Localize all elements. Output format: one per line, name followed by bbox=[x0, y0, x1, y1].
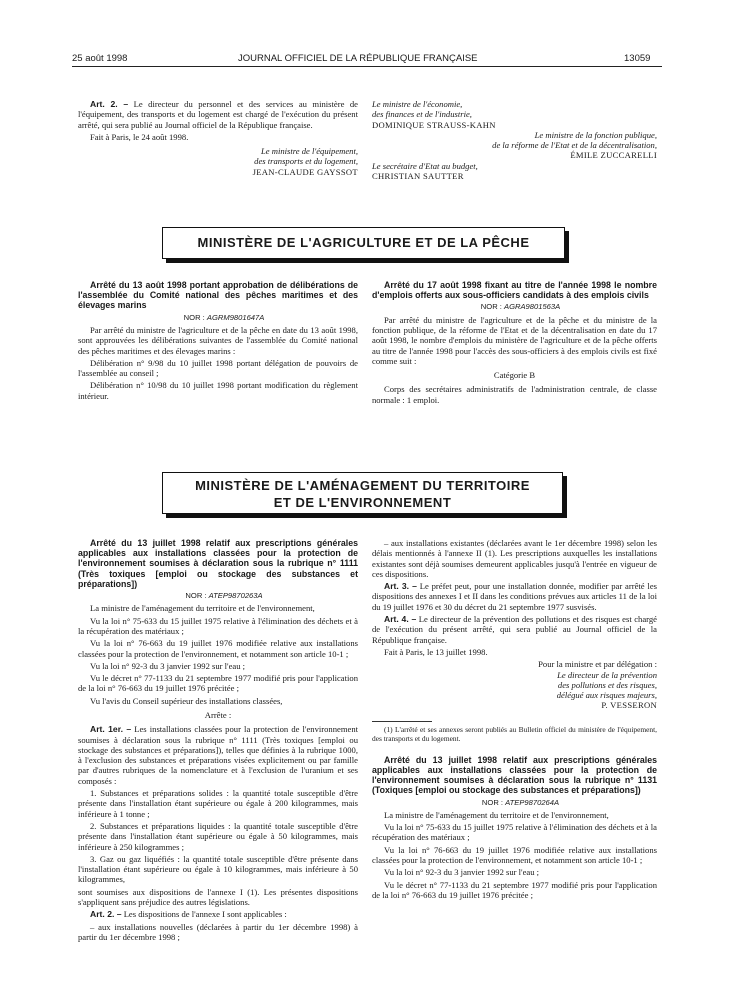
signatory-role: Le directeur de la prévention bbox=[557, 669, 657, 680]
nor-code: AGRM9801647A bbox=[206, 312, 265, 322]
decree-title: Arrêté du 13 août 1998 portant approbation de délibérations de l'assemblée du Comité national des pêches maritimes et des élevages marins bbox=[78, 280, 358, 311]
nor-code: ATEP9870263A bbox=[208, 591, 263, 601]
paragraph: Vu la loi n° 92-3 du 3 janvier 1992 sur l'eau ; bbox=[90, 660, 246, 671]
paragraph: Délibération n° 10/98 du 10 juillet 1998 portant modification du règlement intérieur. bbox=[78, 380, 358, 401]
article-label: Art. 3. – bbox=[384, 581, 417, 592]
paragraph: 2. Substances et préparations liquides : la quantité totale susceptible d'être présente dans l'installation étant supérieure ou égale à 50 kilogrammes, mais inférieure à 250 kilogrammes ; bbox=[78, 820, 358, 852]
paragraph: Vu la loi n° 92-3 du 3 janvier 1992 sur l'eau ; bbox=[384, 867, 540, 878]
paragraph: sont soumises aux dispositions de l'annexe I (1). Les présentes dispositions s'appliquent sans préjudice des autres législations. bbox=[78, 886, 358, 908]
decree-title: Arrêté du 13 juillet 1998 relatif aux prescriptions générales applicables aux installations classées pour la protection de l'environnement soumises à déclaration sous la rubrique n° 1111 (Très toxiques [emploi ou stockage des substances et préparations]) bbox=[78, 538, 358, 589]
signatory-role: délégué aux risques majeurs, bbox=[556, 690, 657, 701]
article-label: Art. 2. – bbox=[90, 99, 129, 109]
nor-reference: NOR : ATEP9870264A bbox=[481, 797, 560, 807]
article-text: Le préfet peut, pour une installation donnée, modifier par arrêté les dispositions des annexes I et II dans les conditions prévues aux articles 11 de la loi du 19 juillet 1976 et 30 du décret du 21 septembre 1977 susvisés. bbox=[372, 581, 657, 612]
nor-code: AGRA9801563A bbox=[504, 302, 561, 312]
paragraph: La ministre de l'aménagement du territoire et de l'environnement, bbox=[384, 809, 609, 820]
signatory-name: JEAN-CLAUDE GAYSSOT bbox=[252, 166, 358, 177]
paragraph: 1. Substances et préparations solides : la quantité totale susceptible d'être présente dans l'installation étant supérieure ou égale à 200 kilogrammes, mais inférieure à 1 tonne ; bbox=[78, 788, 358, 819]
nor-reference: NOR : ATEP9870263A bbox=[185, 591, 263, 601]
paragraph: Vu le décret n° 77-1133 du 21 septembre 1977 modifié pris pour l'application de la loi n° 76-663 du 19 juillet 1976 précitée ; bbox=[78, 673, 358, 694]
paragraph: – aux installations existantes (déclarées avant le 1er décembre 1998) selon les délais mentionnés à l'annexe II (1). Les prescriptions auxquelles les installations existantes sont déjà soumises demeurent applicables jusqu'à l'entrée en vigueur de ces dispositions. bbox=[372, 538, 657, 579]
signatory-role: des pollutions et des risques, bbox=[557, 679, 657, 690]
paragraph: Vu la loi n° 76-663 du 19 juillet 1976 modifiée relative aux installations classées pour la protection de l'environnement, et notamment son article 10-1 ; bbox=[372, 844, 657, 866]
signatory-role: de la réforme de l'Etat et de la décentralisation, bbox=[492, 140, 657, 151]
signatory-name: ÉMILE ZUCCARELLI bbox=[570, 150, 657, 161]
article-label: Art. 1er. – bbox=[90, 724, 132, 735]
env-left-article bbox=[78, 538, 358, 944]
article-label: Art. 2. – bbox=[90, 909, 122, 920]
signatory-name: P. VESSERON bbox=[601, 700, 657, 711]
ministry-heading-agriculture bbox=[162, 227, 565, 259]
paragraph: – aux installations nouvelles (déclarées à partir du 1er décembre 1998) à partir du 1er décembre 1998 ; bbox=[78, 921, 358, 942]
top-left-block bbox=[78, 99, 358, 177]
signature-block bbox=[78, 146, 358, 177]
top-right-signatures bbox=[372, 99, 657, 181]
ministry-title-line: ET DE L'ENVIRONNEMENT bbox=[273, 495, 452, 510]
signatory-role: Le ministre de l'économie, bbox=[372, 99, 463, 109]
footnote: (1) L'arrêté et ses annexes seront publiés au Bulletin officiel du ministère de l'équipement, des transports et du logement. bbox=[372, 724, 657, 743]
nor-reference: NOR : AGRA9801563A bbox=[480, 302, 561, 312]
article-text: Le directeur de la prévention des pollutions et des risques est chargé de l'exécution du présent arrêté, qui sera publié au Journal officiel de la République française. bbox=[372, 614, 657, 645]
paragraph: Vu la loi n° 75-633 du 15 juillet 1975 relative à l'élimination des déchets et à la récupération des matériaux ; bbox=[372, 822, 657, 843]
paragraph: 3. Gaz ou gaz liquéfiés : la quantité totale susceptible d'être présente dans l'installation étant supérieure ou égale à 10 kilogrammes, mais inférieure à 50 kilogrammes, bbox=[78, 853, 358, 885]
signatory-role: Le ministre de l'équipement, bbox=[261, 146, 358, 157]
article-text: Le directeur du personnel et des services au ministère de l'équipement, des transports et du logement est chargé de l'exécution du présent arrêté, qui sera publié au Journal officiel de la République française. bbox=[78, 99, 358, 130]
article-text: Les dispositions de l'annexe I sont applicables : bbox=[123, 909, 287, 920]
paragraph: La ministre de l'aménagement du territoire et de l'environnement, bbox=[90, 603, 315, 614]
nor-reference: NOR : AGRM9801647A bbox=[183, 312, 265, 322]
header-date: 25 août 1998 bbox=[72, 53, 128, 64]
category-heading: Catégorie B bbox=[493, 370, 536, 381]
article-label: Art. 4. – bbox=[384, 614, 417, 625]
paragraph: Par arrêté du ministre de l'agriculture et de la pêche et du ministre de la fonction publique, de la réforme de l'Etat et de la décentralisation en date du 17 août 1998, le nombre d'emplois du ministère de l'agriculture et de la pêche offerts au titre de l'année 1998 pour l'accès des sous-officiers à des emplois civils est fixé comme suit : bbox=[372, 314, 657, 366]
decree-title: Arrêté du 17 août 1998 fixant au titre de l'année 1998 le nombre d'emplois offerts aux sous-officiers candidats à des emplois civils bbox=[372, 280, 657, 301]
signatory-role: des transports et du logement, bbox=[254, 156, 358, 167]
agri-left-article bbox=[78, 280, 358, 403]
article-text: Les installations classées pour la protection de l'environnement soumises à déclaration sous la rubrique n° 1111 (Très toxiques [emploi ou stockage des substances et préparations]), telles que définies à la rubrique 1000, à l'exclusion des substances et préparations visées explicitement ou par famille par d'autres rubriques de la nomenclature et à l'exclusion de l'uranium et ses composés : bbox=[78, 724, 359, 786]
paragraph: Corps des secrétaires administratifs de l'administration centrale, de classe normale : 1 emploi. bbox=[372, 384, 657, 405]
nor-code: ATEP9870264A bbox=[505, 797, 560, 807]
ministry-heading-environment bbox=[162, 472, 563, 514]
paragraph: Vu la loi n° 76-663 du 19 juillet 1976 modifiée relative aux installations classées pour la protection de l'environnement, et notamment son article 10-1 ; bbox=[78, 638, 358, 659]
header-rule bbox=[72, 66, 662, 67]
signatory-role: Le secrétaire d'Etat au budget, bbox=[372, 160, 478, 171]
signatory-role: Le ministre de la fonction publique, bbox=[534, 129, 657, 140]
env-right-article bbox=[372, 538, 657, 902]
paragraph: Délibération n° 9/98 du 10 juillet 1998 portant délégation de pouvoirs de l'assemblée au conseil ; bbox=[78, 357, 358, 379]
paragraph: Vu le décret n° 77-1133 du 21 septembre 1977 modifié pris pour l'application de la loi n° 76-663 du 19 juillet 1976 précitée ; bbox=[372, 879, 657, 900]
paragraph: Vu la loi n° 75-633 du 15 juillet 1975 relative à l'élimination des déchets et à la récupération des matériaux ; bbox=[78, 615, 358, 636]
paragraph: Par arrêté du ministre de l'agriculture et de la pêche en date du 13 août 1998, sont approuvées les délibérations suivantes de l'assemblée du Comité national des pêches maritimes et des élevages marins : bbox=[78, 324, 358, 356]
decree-title: Arrêté du 13 juillet 1998 relatif aux prescriptions générales applicables aux installations classées pour la protection de l'environnement soumises à déclaration sous la rubrique n° 1131 (Toxiques [emploi ou stockage des substances et préparations]) bbox=[372, 754, 657, 796]
arrete-heading: Arrête : bbox=[204, 709, 232, 720]
signatory-role: des finances et de l'industrie, bbox=[372, 109, 472, 120]
signatory-name: CHRISTIAN SAUTTER bbox=[372, 171, 464, 182]
agri-right-article bbox=[372, 280, 657, 407]
header-page-number: 13059 bbox=[624, 53, 651, 64]
fait-line: Fait à Paris, le 13 juillet 1998. bbox=[384, 646, 488, 657]
ministry-title-line: MINISTÈRE DE L'AMÉNAGEMENT DU TERRITOIRE bbox=[195, 478, 530, 493]
ministry-title: MINISTÈRE DE L'AGRICULTURE ET DE LA PÊCHE bbox=[197, 235, 530, 250]
fait-line: Fait à Paris, le 24 août 1998. bbox=[90, 131, 189, 142]
signatory-role: Pour la ministre et par délégation : bbox=[538, 659, 657, 670]
paragraph: Vu l'avis du Conseil supérieur des installations classées, bbox=[90, 695, 283, 706]
signatory-name: DOMINIQUE STRAUSS-KAHN bbox=[372, 119, 496, 130]
header-journal-title: JOURNAL OFFICIEL DE LA RÉPUBLIQUE FRANÇAISE bbox=[238, 53, 478, 64]
footnote-rule bbox=[372, 721, 432, 722]
signature-block bbox=[372, 659, 657, 710]
